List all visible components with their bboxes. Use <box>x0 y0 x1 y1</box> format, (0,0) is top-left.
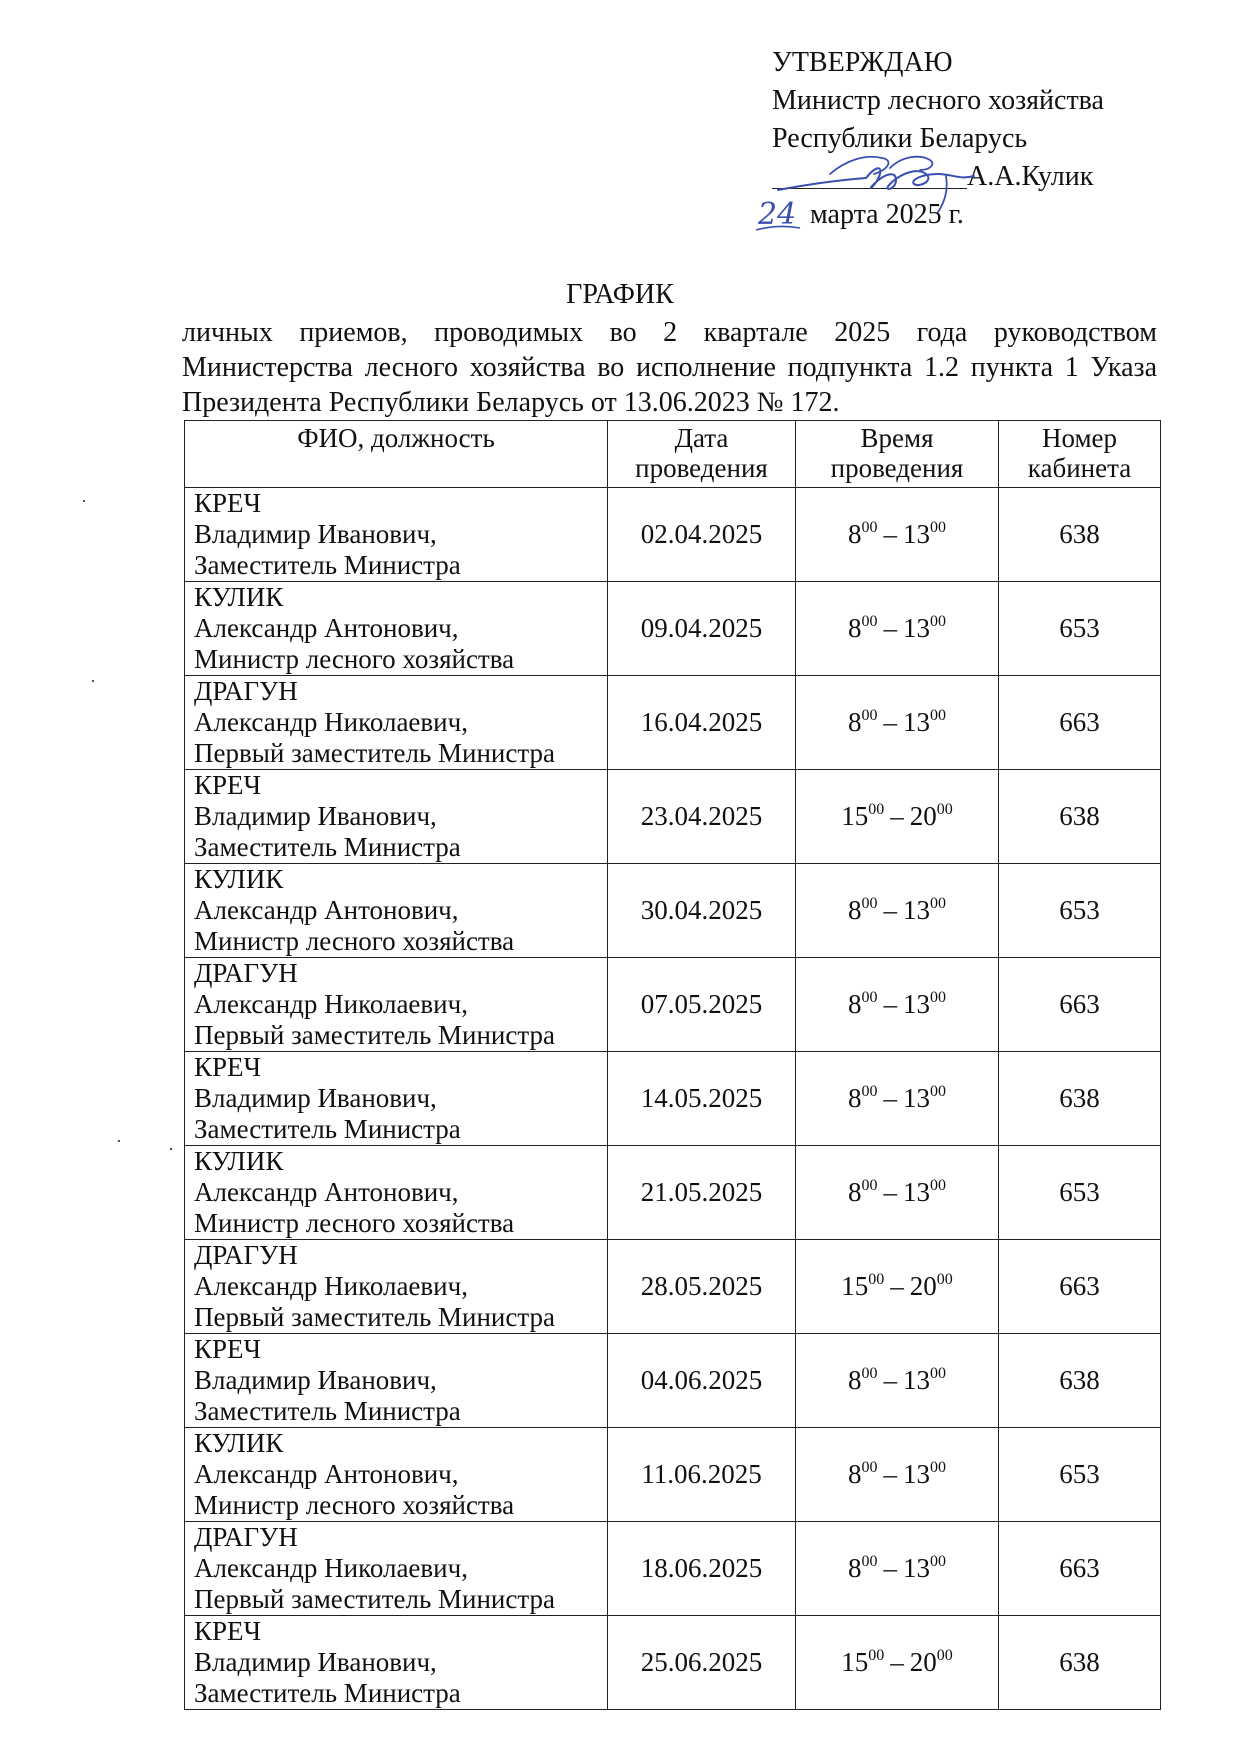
time-dash: – <box>890 1647 904 1677</box>
time-start-minutes: 00 <box>861 895 878 912</box>
time-cell <box>796 864 999 958</box>
person-cell <box>185 1334 608 1428</box>
time-dash: – <box>883 1459 897 1489</box>
table-row <box>185 676 1161 770</box>
time-start-hour: 8 <box>848 1083 862 1113</box>
header-person <box>185 421 608 488</box>
time-cell <box>796 770 999 864</box>
scan-speck <box>170 1148 172 1150</box>
person-name: Александр Антонович, <box>194 1459 459 1489</box>
time-start-hour: 8 <box>848 1177 862 1207</box>
time-dash: – <box>890 1271 904 1301</box>
time-end-hour: 13 <box>903 989 930 1019</box>
person-surname: КРЕЧ <box>194 1616 262 1646</box>
person-name: Владимир Иванович, <box>194 519 437 549</box>
time-start-hour: 15 <box>841 1271 869 1301</box>
person-surname: ДРАГУН <box>194 1240 298 1270</box>
person-position: Первый заместитель Министра <box>194 1020 555 1050</box>
time-cell <box>796 1052 999 1146</box>
room-cell: 663 <box>999 1522 1161 1616</box>
person-name: Владимир Иванович, <box>194 801 437 831</box>
person-name: Александр Николаевич, <box>194 1553 468 1583</box>
person-position: Заместитель Министра <box>194 832 461 862</box>
time-start-minutes: 00 <box>861 707 878 724</box>
time-end-minutes: 00 <box>936 801 953 818</box>
schedule-table <box>184 420 1161 1710</box>
room-cell: 638 <box>999 1052 1161 1146</box>
date-cell: 09.04.2025 <box>608 582 796 676</box>
time-cell <box>796 1522 999 1616</box>
time-start-hour: 15 <box>841 801 869 831</box>
time-end-hour: 20 <box>909 1271 937 1301</box>
person-position: Министр лесного хозяйства <box>194 926 515 956</box>
signer-name: А.А.Кулик <box>967 161 1094 192</box>
time-cell <box>796 1334 999 1428</box>
table-row <box>185 1146 1161 1240</box>
person-name: Александр Николаевич, <box>194 1271 468 1301</box>
person-surname: КУЛИК <box>194 582 284 612</box>
time-end-minutes: 00 <box>930 519 946 536</box>
time-end-hour: 13 <box>903 1177 930 1207</box>
room-cell: 638 <box>999 770 1161 864</box>
header-date <box>608 421 796 488</box>
date-cell: 23.04.2025 <box>608 770 796 864</box>
room-cell: 663 <box>999 676 1161 770</box>
table-row <box>185 770 1161 864</box>
time-dash: – <box>883 1083 897 1113</box>
person-position: Министр лесного хозяйства <box>194 1490 515 1520</box>
time-end-hour: 13 <box>903 1553 930 1583</box>
person-name: Александр Антонович, <box>194 613 459 643</box>
time-dash: – <box>883 707 897 737</box>
person-surname: ДРАГУН <box>194 676 298 706</box>
document-title: ГРАФИК <box>566 279 674 310</box>
person-position: Заместитель Министра <box>194 1396 461 1426</box>
person-cell <box>185 676 608 770</box>
person-surname: КРЕЧ <box>194 1334 262 1364</box>
date-cell: 21.05.2025 <box>608 1146 796 1240</box>
person-surname: КРЕЧ <box>194 770 262 800</box>
time-end-hour: 13 <box>903 519 930 549</box>
time-cell <box>796 958 999 1052</box>
time-start-minutes: 00 <box>868 1271 885 1288</box>
header-time-line1: Время <box>860 423 934 453</box>
person-cell <box>185 864 608 958</box>
time-end-hour: 13 <box>903 707 930 737</box>
time-end-hour: 20 <box>909 1647 937 1677</box>
scan-speck <box>118 1140 120 1142</box>
person-surname: ДРАГУН <box>194 958 298 988</box>
person-position: Первый заместитель Министра <box>194 1302 555 1332</box>
approval-heading: УТВЕРЖДАЮ <box>772 47 953 78</box>
time-start-hour: 8 <box>848 1365 862 1395</box>
person-cell <box>185 770 608 864</box>
person-cell <box>185 1522 608 1616</box>
time-cell <box>796 1146 999 1240</box>
table-header-row <box>185 421 1161 488</box>
time-cell <box>796 1616 999 1710</box>
person-surname: КУЛИК <box>194 864 284 894</box>
time-dash: – <box>883 1365 897 1395</box>
room-cell: 663 <box>999 958 1161 1052</box>
time-cell <box>796 1240 999 1334</box>
person-name: Александр Николаевич, <box>194 707 468 737</box>
document-subtitle: личных приемов, проводимых во 2 квартале 2025 года руководством Министерства лесного хозяйства во исполнение подпункта 1.2 пункта 1 Указа Президента Республики Беларусь от 13.06.2023 № 172. <box>182 317 1157 418</box>
header-time <box>796 421 999 488</box>
person-cell <box>185 1428 608 1522</box>
table-row <box>185 1522 1161 1616</box>
person-position: Заместитель Министра <box>194 1678 461 1708</box>
person-name: Владимир Иванович, <box>194 1365 437 1395</box>
scan-speck <box>92 680 94 682</box>
person-position: Министр лесного хозяйства <box>194 644 515 674</box>
person-name: Александр Антонович, <box>194 1177 459 1207</box>
person-name: Александр Николаевич, <box>194 989 468 1019</box>
time-end-minutes: 00 <box>930 1459 946 1476</box>
table-row <box>185 582 1161 676</box>
header-person-label: ФИО, должность <box>297 423 495 453</box>
person-cell <box>185 488 608 582</box>
time-end-hour: 13 <box>903 613 930 643</box>
person-position: Заместитель Министра <box>194 550 461 580</box>
table-row <box>185 488 1161 582</box>
time-end-minutes: 00 <box>930 989 946 1006</box>
time-start-hour: 15 <box>841 1647 869 1677</box>
date-cell: 14.05.2025 <box>608 1052 796 1146</box>
time-dash: – <box>883 989 897 1019</box>
person-cell <box>185 1146 608 1240</box>
date-cell: 30.04.2025 <box>608 864 796 958</box>
time-dash: – <box>883 895 897 925</box>
time-start-minutes: 00 <box>861 1083 878 1100</box>
time-dash: – <box>883 519 897 549</box>
person-cell <box>185 1052 608 1146</box>
approval-position-line1: Министр лесного хозяйства <box>772 85 1104 116</box>
table-row <box>185 1052 1161 1146</box>
time-start-minutes: 00 <box>868 801 885 818</box>
header-room <box>999 421 1161 488</box>
room-cell: 653 <box>999 582 1161 676</box>
person-surname: КРЕЧ <box>194 488 262 518</box>
time-start-minutes: 00 <box>861 519 878 536</box>
header-room-line1: Номер <box>1041 423 1118 453</box>
time-start-minutes: 00 <box>861 613 878 630</box>
person-surname: КУЛИК <box>194 1146 284 1176</box>
header-date-line1: Дата <box>674 423 729 453</box>
time-dash: – <box>883 1553 897 1583</box>
time-start-hour: 8 <box>848 895 862 925</box>
person-cell <box>185 1616 608 1710</box>
approval-position-line2: Республики Беларусь <box>772 123 1028 154</box>
time-start-minutes: 00 <box>861 1177 878 1194</box>
person-position: Первый заместитель Министра <box>194 738 555 768</box>
time-cell <box>796 676 999 770</box>
person-position: Заместитель Министра <box>194 1114 461 1144</box>
room-cell: 638 <box>999 488 1161 582</box>
room-cell: 638 <box>999 1616 1161 1710</box>
time-start-minutes: 00 <box>861 1365 878 1382</box>
date-cell: 16.04.2025 <box>608 676 796 770</box>
time-end-hour: 13 <box>903 1459 930 1489</box>
table-row <box>185 1616 1161 1710</box>
time-start-minutes: 00 <box>861 989 878 1006</box>
date-cell: 07.05.2025 <box>608 958 796 1052</box>
date-cell: 04.06.2025 <box>608 1334 796 1428</box>
time-end-minutes: 00 <box>936 1271 953 1288</box>
time-end-minutes: 00 <box>930 613 946 630</box>
person-position: Первый заместитель Министра <box>194 1584 555 1614</box>
time-start-hour: 8 <box>848 707 862 737</box>
date-cell: 02.04.2025 <box>608 488 796 582</box>
person-position: Министр лесного хозяйства <box>194 1208 515 1238</box>
room-cell: 663 <box>999 1240 1161 1334</box>
time-end-hour: 20 <box>909 801 937 831</box>
time-end-minutes: 00 <box>930 707 946 724</box>
time-end-minutes: 00 <box>930 1177 946 1194</box>
time-dash: – <box>883 1177 897 1207</box>
time-start-minutes: 00 <box>868 1647 885 1664</box>
time-end-minutes: 00 <box>930 1365 946 1382</box>
time-cell <box>796 1428 999 1522</box>
time-end-hour: 13 <box>903 1365 930 1395</box>
time-cell <box>796 488 999 582</box>
time-start-hour: 8 <box>848 519 862 549</box>
person-cell <box>185 582 608 676</box>
time-end-minutes: 00 <box>930 895 946 912</box>
room-cell: 653 <box>999 1428 1161 1522</box>
person-name: Владимир Иванович, <box>194 1647 437 1677</box>
time-end-minutes: 00 <box>930 1553 946 1570</box>
time-end-hour: 13 <box>903 1083 930 1113</box>
time-start-hour: 8 <box>848 613 862 643</box>
header-room-line2: кабинета <box>1027 453 1132 483</box>
time-dash: – <box>883 613 897 643</box>
header-time-line2: проведения <box>830 453 964 483</box>
room-cell: 653 <box>999 864 1161 958</box>
time-start-minutes: 00 <box>861 1459 878 1476</box>
date-cell: 28.05.2025 <box>608 1240 796 1334</box>
date-cell: 11.06.2025 <box>608 1428 796 1522</box>
time-start-hour: 8 <box>848 1553 862 1583</box>
table-row <box>185 1428 1161 1522</box>
person-surname: КУЛИК <box>194 1428 284 1458</box>
time-start-hour: 8 <box>848 1459 862 1489</box>
date-cell: 18.06.2025 <box>608 1522 796 1616</box>
table-row <box>185 864 1161 958</box>
table-row <box>185 1240 1161 1334</box>
approval-date-text: марта 2025 г. <box>810 199 964 230</box>
person-cell <box>185 1240 608 1334</box>
room-cell: 638 <box>999 1334 1161 1428</box>
person-cell <box>185 958 608 1052</box>
table-row <box>185 958 1161 1052</box>
header-date-line2: проведения <box>635 453 768 483</box>
time-start-minutes: 00 <box>861 1553 878 1570</box>
person-name: Александр Антонович, <box>194 895 459 925</box>
time-end-hour: 13 <box>903 895 930 925</box>
scan-speck <box>83 500 85 502</box>
time-dash: – <box>890 801 904 831</box>
time-end-minutes: 00 <box>930 1083 946 1100</box>
person-name: Владимир Иванович, <box>194 1083 437 1113</box>
room-cell: 653 <box>999 1146 1161 1240</box>
signature-icon <box>770 140 990 230</box>
time-cell <box>796 582 999 676</box>
person-surname: КРЕЧ <box>194 1052 262 1082</box>
handwritten-day-text: 24 <box>758 197 797 232</box>
person-surname: ДРАГУН <box>194 1522 298 1552</box>
time-end-minutes: 00 <box>936 1647 953 1664</box>
date-cell: 25.06.2025 <box>608 1616 796 1710</box>
table-row <box>185 1334 1161 1428</box>
time-start-hour: 8 <box>848 989 862 1019</box>
